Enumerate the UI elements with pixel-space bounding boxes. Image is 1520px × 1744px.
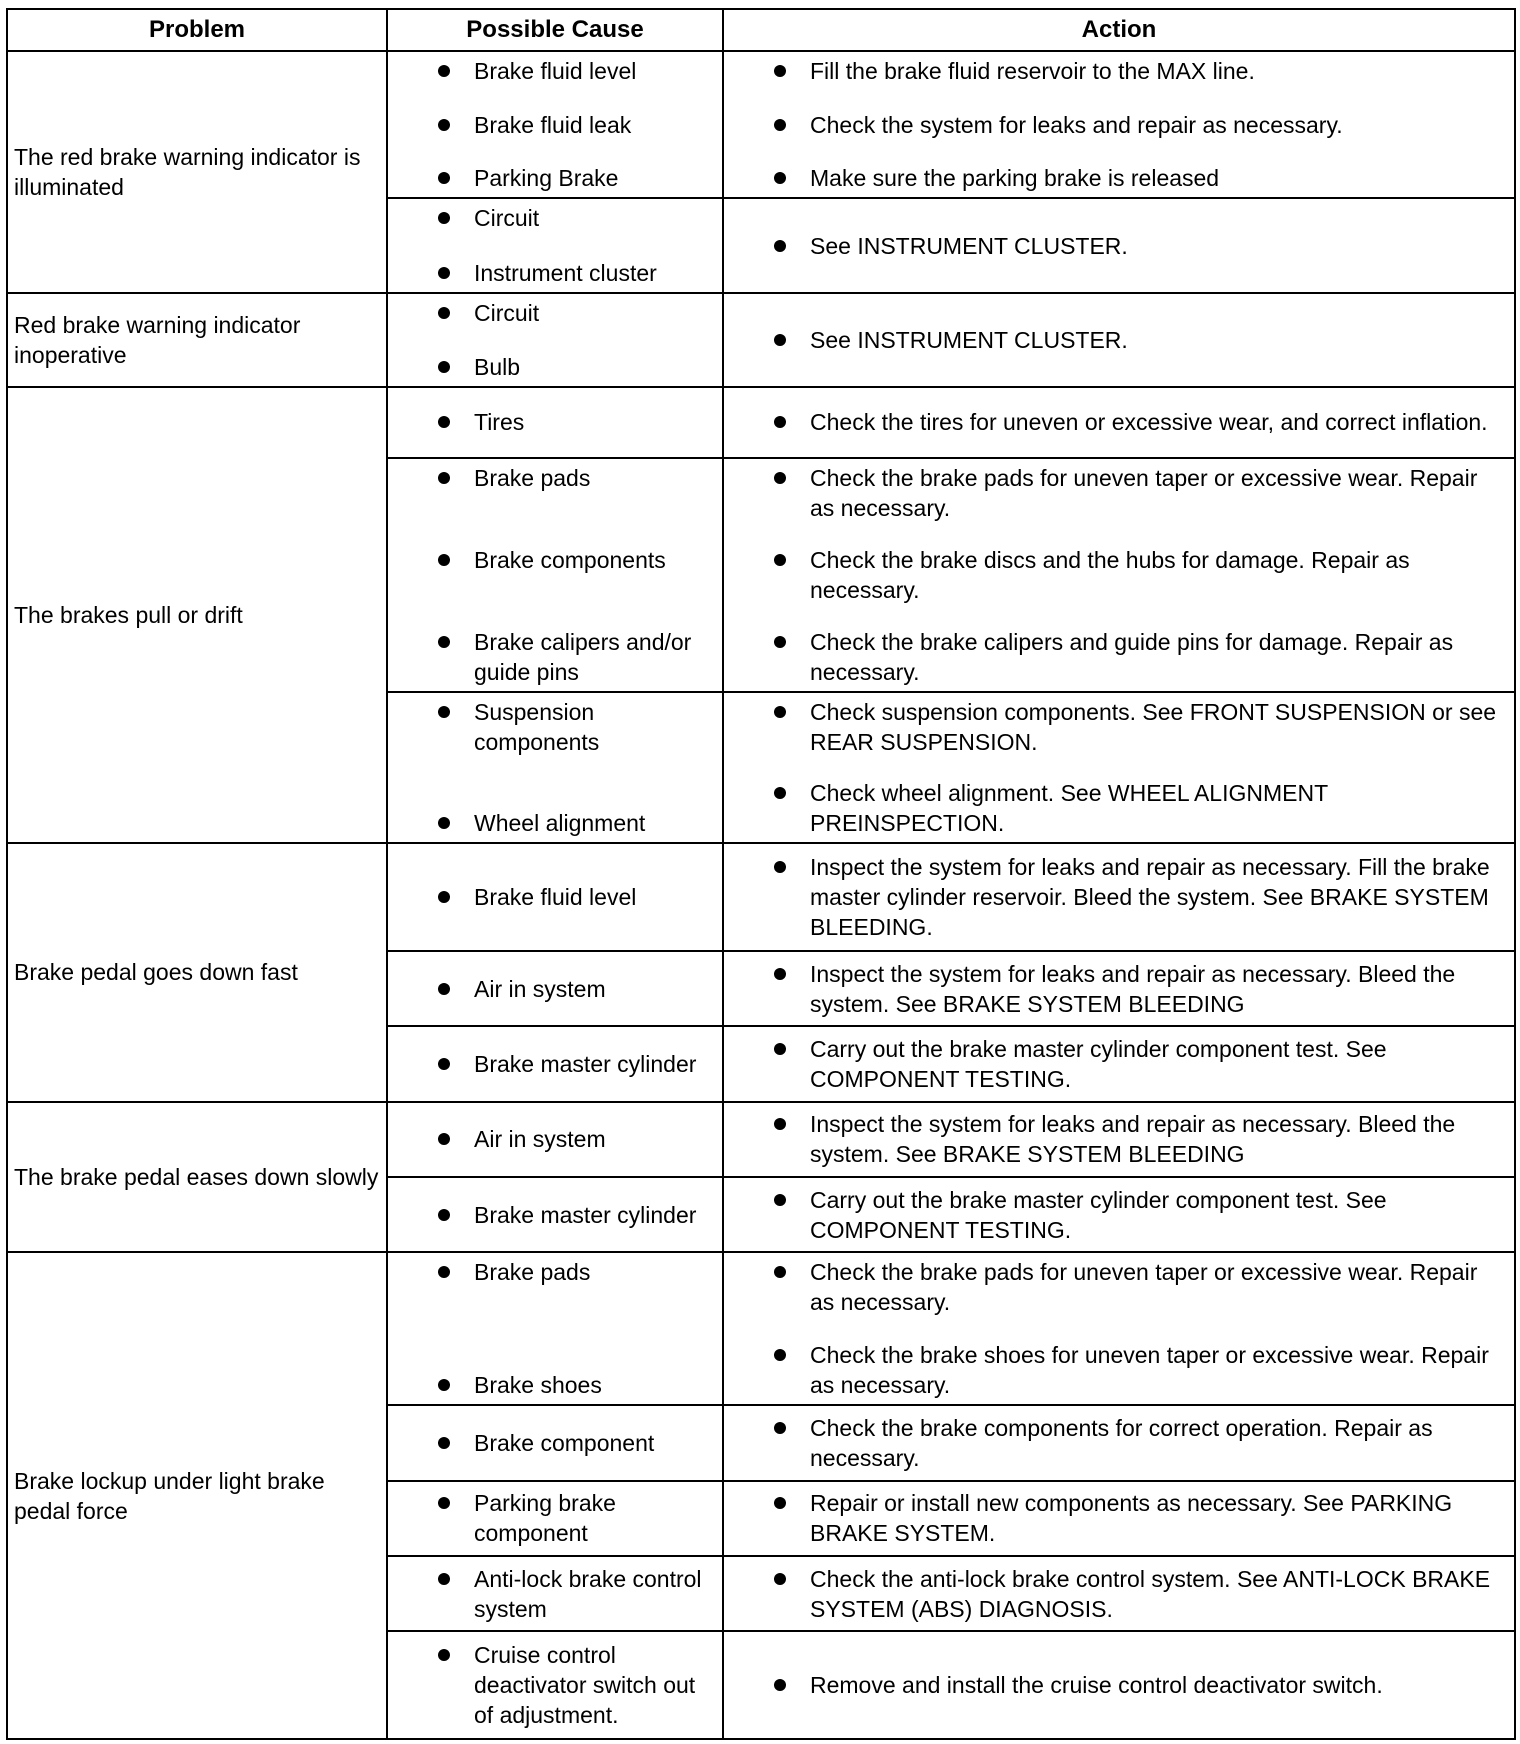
cause-text: Cruise control deactivator switch out of adjustment. [474, 1642, 696, 1729]
cause-item [388, 1257, 714, 1287]
action-item [724, 1488, 1506, 1548]
bullet-icon [438, 1497, 450, 1509]
action-list [724, 463, 1506, 687]
cause-text: Brake shoes [474, 1372, 602, 1399]
action-cell [723, 387, 1515, 458]
cause-cell [387, 458, 723, 692]
problem-cell: Red brake warning indicator inoperative [7, 293, 387, 387]
action-list [724, 1107, 1506, 1172]
cause-text: Circuit [474, 300, 540, 327]
bullet-icon [438, 212, 450, 224]
action-text: Repair or install new components as necessary. See PARKING BRAKE SYSTEM. [810, 1490, 1453, 1547]
action-list [724, 298, 1506, 382]
cause-item [388, 1124, 714, 1154]
cause-text: Brake components [474, 546, 666, 573]
action-item [724, 1257, 1506, 1317]
cause-text: Anti-lock brake control system [474, 1565, 702, 1622]
action-text: Check the brake calipers and guide pins for damage. Repair as necessary. [810, 628, 1454, 685]
action-item [724, 852, 1506, 942]
action-list [724, 203, 1506, 288]
table-row [7, 1252, 1515, 1405]
bullet-icon [438, 1133, 450, 1145]
bullet-icon [774, 65, 786, 77]
action-item [724, 463, 1506, 523]
bullet-icon [438, 1266, 450, 1278]
problem-cell: The brakes pull or drift [7, 387, 387, 843]
bullet-icon [438, 983, 450, 995]
bullet-icon [438, 1437, 450, 1449]
action-item [724, 1670, 1506, 1700]
bullet-icon [774, 554, 786, 566]
action-text: Carry out the brake master cylinder component test. See COMPONENT TESTING. [810, 1186, 1387, 1243]
cause-text: Brake fluid level [474, 884, 637, 911]
action-cell [723, 51, 1515, 198]
action-text: Check the brake discs and the hubs for damage. Repair as necessary. [810, 546, 1410, 603]
cause-item [388, 110, 714, 140]
cause-list [388, 203, 714, 288]
table-body [7, 51, 1515, 1739]
action-item [724, 545, 1506, 605]
action-item [724, 1185, 1506, 1245]
action-item [724, 325, 1506, 355]
cause-item [388, 298, 714, 328]
action-list [724, 1031, 1506, 1096]
cause-list [388, 1561, 714, 1626]
action-item [724, 163, 1506, 193]
bullet-icon [774, 1679, 786, 1691]
cause-item [388, 1488, 714, 1548]
cause-list [388, 1636, 714, 1734]
cause-item [388, 1049, 714, 1079]
cause-list [388, 697, 714, 839]
action-text: Check the tires for uneven or excessive wear, and correct inflation. [810, 409, 1488, 436]
action-item [724, 627, 1506, 687]
action-cell [723, 1405, 1515, 1480]
action-text: Check the system for leaks and repair as necessary. [810, 111, 1343, 138]
action-item [724, 110, 1506, 140]
action-text: Make sure the parking brake is released [810, 165, 1220, 192]
cause-cell [387, 293, 723, 387]
action-text: See INSTRUMENT CLUSTER. [810, 327, 1128, 354]
cause-text: Brake calipers and/or guide pins [474, 628, 692, 685]
action-text: Check the brake components for correct operation. Repair as necessary. [810, 1414, 1433, 1471]
bullet-icon [438, 361, 450, 373]
action-item [724, 1034, 1506, 1094]
table-row [7, 843, 1515, 951]
cause-list [388, 848, 714, 946]
cause-cell [387, 1405, 723, 1480]
action-cell [723, 1481, 1515, 1556]
action-cell [723, 692, 1515, 844]
cause-text: Air in system [474, 1126, 606, 1153]
cause-cell [387, 1631, 723, 1739]
problem-cell: The brake pedal eases down slowly [7, 1102, 387, 1253]
bullet-icon [774, 240, 786, 252]
action-text: Check the brake pads for uneven taper or excessive wear. Repair as necessary. [810, 464, 1478, 521]
action-list [724, 956, 1506, 1021]
bullet-icon [774, 472, 786, 484]
action-cell [723, 951, 1515, 1026]
action-item [724, 1340, 1506, 1400]
bullet-icon [438, 554, 450, 566]
cause-item [388, 1370, 714, 1400]
action-text: Carry out the brake master cylinder component test. See COMPONENT TESTING. [810, 1035, 1387, 1092]
bullet-icon [774, 706, 786, 718]
table-row [7, 1102, 1515, 1177]
action-list [724, 56, 1506, 193]
bullet-icon [774, 172, 786, 184]
cause-list [388, 392, 714, 453]
cause-text: Brake master cylinder [474, 1201, 697, 1228]
action-text: Inspect the system for leaks and repair as necessary. Bleed the system. See BRAKE SYSTEM BLEEDING [810, 1111, 1456, 1168]
bullet-icon [438, 65, 450, 77]
bullet-icon [774, 787, 786, 799]
action-text: Check the brake pads for uneven taper or excessive wear. Repair as necessary. [810, 1259, 1478, 1316]
cause-list [388, 956, 714, 1021]
action-cell [723, 293, 1515, 387]
cause-text: Bulb [474, 353, 521, 380]
cause-text: Brake fluid level [474, 58, 637, 84]
bullet-icon [774, 416, 786, 428]
bullet-icon [438, 267, 450, 279]
table-row [7, 387, 1515, 458]
header-problem: Problem [7, 9, 387, 51]
cause-text: Instrument cluster [474, 260, 657, 287]
cause-cell [387, 692, 723, 844]
action-item [724, 959, 1506, 1019]
bullet-icon [438, 416, 450, 428]
cause-list [388, 1410, 714, 1475]
cause-item [388, 258, 714, 288]
bullet-icon [774, 1349, 786, 1361]
cause-cell [387, 1026, 723, 1101]
cause-list [388, 298, 714, 382]
cause-text: Brake fluid leak [474, 111, 632, 138]
diagnosis-table [6, 8, 1516, 1740]
bullet-icon [438, 706, 450, 718]
cause-text: Brake master cylinder [474, 1050, 697, 1077]
cause-cell [387, 1252, 723, 1405]
bullet-icon [774, 1194, 786, 1206]
action-list [724, 1257, 1506, 1400]
cause-text: Brake pads [474, 1259, 591, 1286]
bullet-icon [774, 1118, 786, 1130]
action-text: Check wheel alignment. See WHEEL ALIGNMENT PREINSPECTION. [810, 780, 1328, 837]
cause-item [388, 627, 714, 687]
cause-item [388, 407, 714, 437]
cause-item [388, 545, 714, 575]
action-item [724, 407, 1506, 437]
cause-text: Brake pads [474, 464, 591, 491]
action-cell [723, 1102, 1515, 1177]
bullet-icon [438, 1058, 450, 1070]
cause-cell [387, 843, 723, 951]
action-text: Check the anti-lock brake control system. See ANTI-LOCK BRAKE SYSTEM (ABS) DIAGNOSIS. [810, 1565, 1491, 1622]
cause-text: Air in system [474, 975, 606, 1002]
action-list [724, 1410, 1506, 1475]
cause-item [388, 203, 714, 233]
action-cell [723, 1556, 1515, 1631]
cause-text: Wheel alignment [474, 810, 646, 837]
bullet-icon [438, 817, 450, 829]
cause-list [388, 1486, 714, 1551]
action-item [724, 697, 1506, 757]
action-text: Remove and install the cruise control deactivator switch. [810, 1672, 1383, 1699]
cause-cell [387, 1102, 723, 1177]
bullet-icon [438, 172, 450, 184]
bullet-icon [438, 1379, 450, 1391]
cause-list [388, 1182, 714, 1247]
table-row [7, 51, 1515, 198]
cause-item [388, 1428, 714, 1458]
bullet-icon [774, 1573, 786, 1585]
cause-item [388, 1564, 714, 1624]
cause-list [388, 463, 714, 687]
cause-text: Parking Brake [474, 165, 619, 192]
action-cell [723, 1631, 1515, 1739]
bullet-icon [774, 1266, 786, 1278]
problem-cell: The red brake warning indicator is illuminated [7, 51, 387, 293]
bullet-icon [438, 472, 450, 484]
bullet-icon [774, 1043, 786, 1055]
bullet-icon [774, 1422, 786, 1434]
cause-item [388, 808, 714, 838]
cause-cell [387, 51, 723, 198]
action-text: Check the brake shoes for uneven taper or excessive wear. Repair as necessary. [810, 1342, 1489, 1399]
cause-cell [387, 1556, 723, 1631]
cause-item [388, 352, 714, 382]
action-text: Fill the brake fluid reservoir to the MAX line. [810, 58, 1255, 84]
action-list [724, 1486, 1506, 1551]
cause-cell [387, 951, 723, 1026]
header-row [7, 9, 1515, 51]
bullet-icon [438, 307, 450, 319]
cause-list [388, 56, 714, 193]
bullet-icon [438, 119, 450, 131]
action-item [724, 56, 1506, 86]
action-list [724, 848, 1506, 946]
action-list [724, 697, 1506, 839]
action-text: See INSTRUMENT CLUSTER. [810, 232, 1128, 259]
action-item [724, 1413, 1506, 1473]
cause-text: Parking brake component [474, 1490, 616, 1547]
action-cell [723, 458, 1515, 692]
cause-cell [387, 198, 723, 293]
cause-list [388, 1107, 714, 1172]
bullet-icon [438, 1649, 450, 1661]
cause-item [388, 463, 714, 493]
action-list [724, 1182, 1506, 1247]
header-action: Action [723, 9, 1515, 51]
action-item [724, 778, 1506, 838]
action-text: Inspect the system for leaks and repair as necessary. Fill the brake master cylinder reservoir. Bleed the system. See BRAKE SYSTEM BLEEDING. [810, 854, 1490, 941]
problem-cell: Brake lockup under light brake pedal force [7, 1252, 387, 1739]
cause-cell [387, 1177, 723, 1252]
action-list [724, 1636, 1506, 1734]
cause-cell [387, 1481, 723, 1556]
cause-item [388, 1200, 714, 1230]
bullet-icon [774, 119, 786, 131]
problem-cell: Brake pedal goes down fast [7, 843, 387, 1101]
cause-item [388, 974, 714, 1004]
action-cell [723, 1026, 1515, 1101]
cause-item [388, 882, 714, 912]
bullet-icon [774, 968, 786, 980]
bullet-icon [438, 891, 450, 903]
action-list [724, 392, 1506, 453]
cause-cell [387, 387, 723, 458]
bullet-icon [774, 334, 786, 346]
bullet-icon [774, 861, 786, 873]
action-cell [723, 1252, 1515, 1405]
action-cell [723, 843, 1515, 951]
table-row [7, 293, 1515, 387]
bullet-icon [774, 636, 786, 648]
cause-item [388, 1640, 714, 1730]
action-text: Check suspension components. See FRONT SUSPENSION or see REAR SUSPENSION. [810, 698, 1497, 755]
cause-text: Brake component [474, 1429, 655, 1456]
cause-list [388, 1257, 714, 1400]
action-item [724, 1564, 1506, 1624]
cause-text: Tires [474, 409, 525, 436]
cause-item [388, 163, 714, 193]
cause-text: Suspension components [474, 698, 600, 755]
action-list [724, 1561, 1506, 1626]
action-text: Inspect the system for leaks and repair as necessary. Bleed the system. See BRAKE SYSTEM BLEEDING [810, 960, 1456, 1017]
header-possible-cause: Possible Cause [387, 9, 723, 51]
action-cell [723, 198, 1515, 293]
action-item [724, 1109, 1506, 1169]
cause-item [388, 56, 714, 86]
bullet-icon [774, 1497, 786, 1509]
cause-item [388, 697, 714, 757]
cause-list [388, 1031, 714, 1096]
bullet-icon [438, 636, 450, 648]
action-item [724, 231, 1506, 261]
action-cell [723, 1177, 1515, 1252]
bullet-icon [438, 1573, 450, 1585]
cause-text: Circuit [474, 205, 540, 232]
bullet-icon [438, 1209, 450, 1221]
